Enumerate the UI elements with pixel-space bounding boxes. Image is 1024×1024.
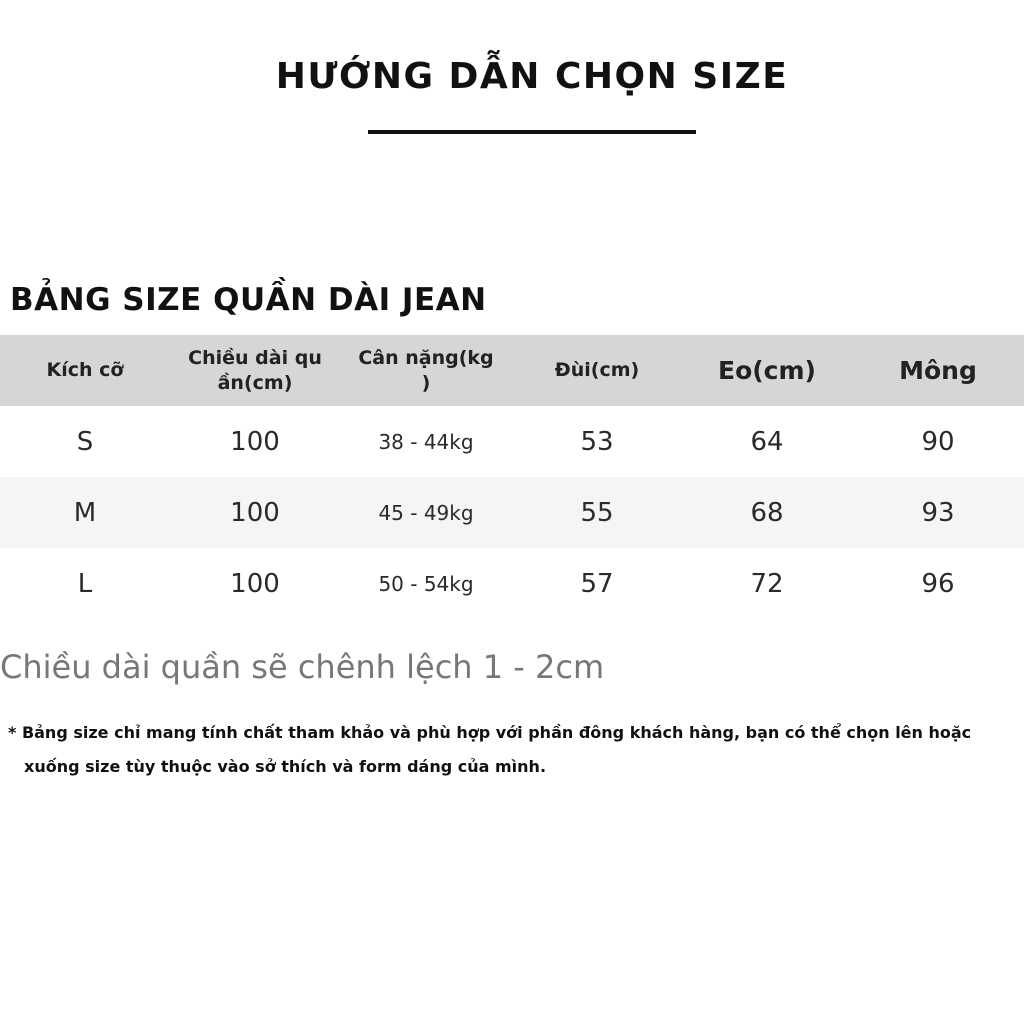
title-underline (368, 130, 696, 134)
cell-hip: 96 (921, 568, 955, 599)
disclaimer-line-1: * Bảng size chỉ mang tính chất tham khảo và phù hợp với phần đông khách hàng, bạn có thể chọn lên hoặc (8, 723, 972, 742)
size-table (0, 335, 1024, 619)
cell-weight: 38 - 44kg (378, 429, 474, 454)
length-variance-note: Chiều dài quần sẽ chênh lệch 1 - 2cm (0, 648, 605, 686)
header-length-line1: Chiều dài qu (188, 346, 322, 369)
size-table-title: BẢNG SIZE QUẦN DÀI JEAN (10, 282, 487, 318)
cell-length: 100 (230, 568, 280, 599)
header-length-line2: ần(cm) (217, 371, 293, 394)
cell-size: S (76, 426, 94, 457)
cell-weight: 50 - 54kg (378, 571, 474, 596)
table-row (0, 477, 1024, 548)
cell-thigh: 53 (580, 426, 614, 457)
header-weight-line2: ) (421, 371, 431, 394)
cell-weight: 45 - 49kg (378, 500, 474, 525)
cell-length: 100 (230, 426, 280, 457)
cell-length: 100 (230, 497, 280, 528)
table-header-row (0, 335, 1024, 406)
disclaimer-line-2: xuống size tùy thuộc vào sở thích và form dáng của mình. (24, 757, 547, 776)
cell-size: L (77, 568, 93, 599)
table-row (0, 548, 1024, 619)
table-row (0, 406, 1024, 477)
cell-hip: 90 (921, 426, 955, 457)
cell-thigh: 57 (580, 568, 614, 599)
header-thigh: Đùi(cm) (554, 359, 640, 381)
cell-thigh: 55 (580, 497, 614, 528)
page-title: HƯỚNG DẪN CHỌN SIZE (275, 56, 789, 97)
cell-size: M (73, 497, 97, 528)
cell-waist: 68 (750, 497, 784, 528)
size-disclaimer (8, 716, 1008, 784)
header-waist: Eo(cm) (718, 356, 816, 385)
header-hip: Mông (899, 356, 977, 385)
cell-waist: 64 (750, 426, 784, 457)
header-length (170, 335, 340, 406)
cell-waist: 72 (750, 568, 784, 599)
header-size: Kích cỡ (46, 359, 124, 381)
header-weight-line1: Cân nặng(kg (358, 346, 494, 369)
header-weight (340, 335, 512, 406)
cell-hip: 93 (921, 497, 955, 528)
